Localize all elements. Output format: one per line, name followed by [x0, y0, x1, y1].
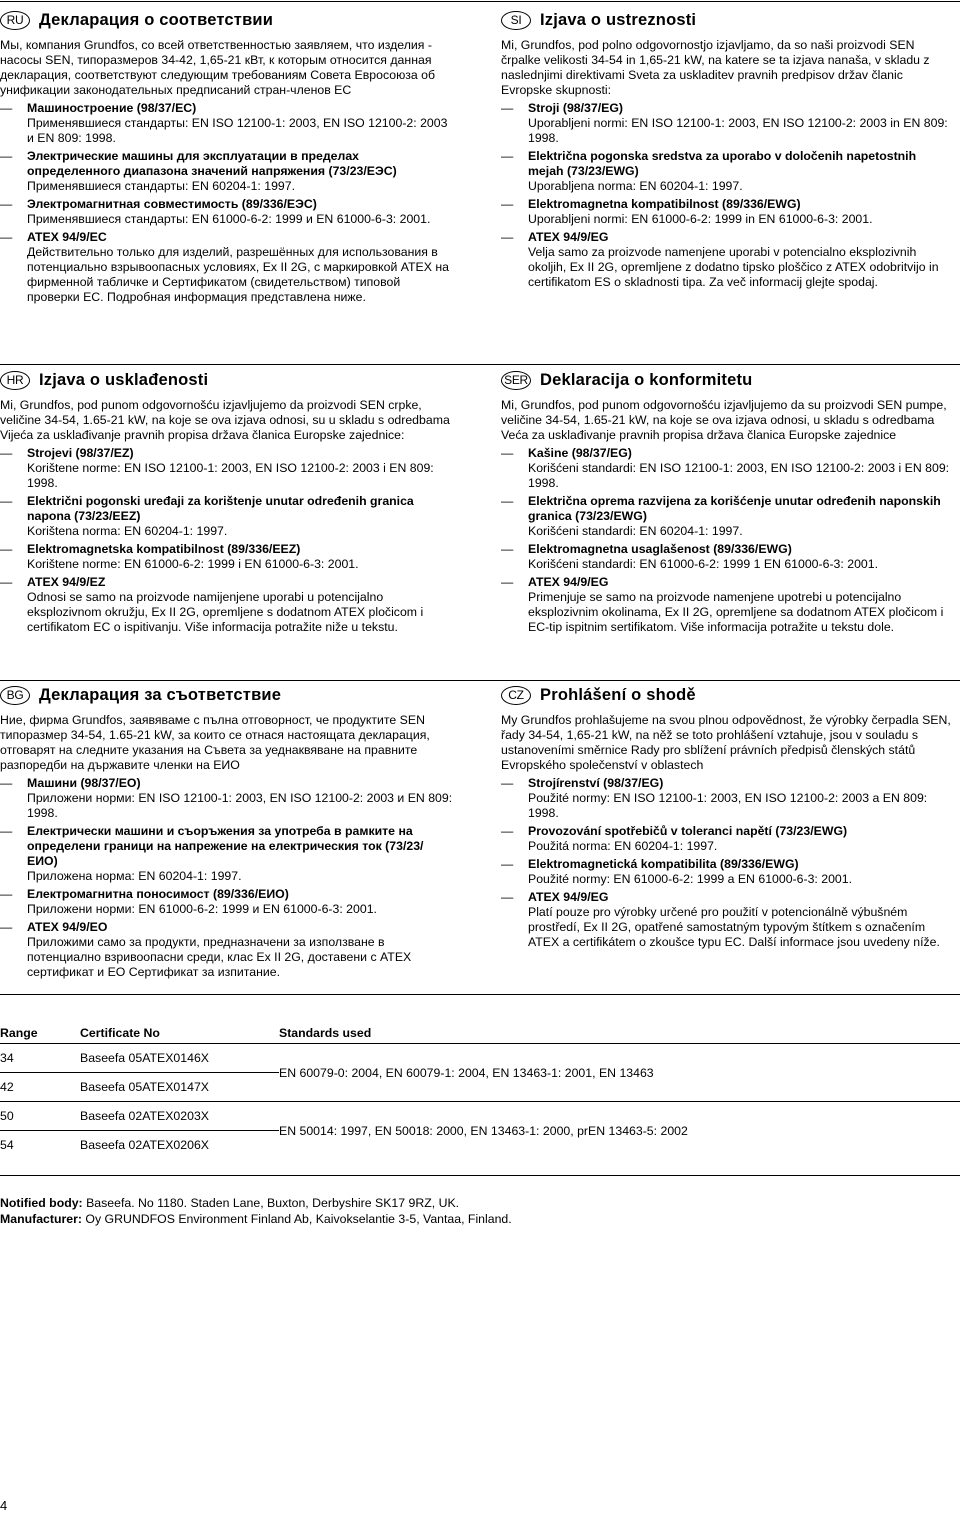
manufacturer-text: Oy GRUNDFOS Environment Finland Ab, Kaivokselantie 3-5, Vantaa, Finland. — [85, 1212, 512, 1226]
page-number: 4 — [0, 1498, 8, 1513]
notified-body-label: Notified body: — [0, 1196, 83, 1210]
certificate-cell: Baseefa 05ATEX0146X — [80, 1051, 209, 1065]
table-header-row — [0, 1023, 960, 1044]
section-intro-hr: Mi, Grundfos, pod punom odgovornošću izjavljujemo da proizvodi SEN crpke, veličine 34-54, 1.65-21 kW, na koje se ova izjava odnosi, su u skladu s odredbama Vijeća za usklađivanje pravnih propisa država članica Europske zajednice: — [0, 398, 450, 442]
table-bottom-rule — [0, 1175, 960, 1176]
language-badge-bg: BG — [0, 686, 30, 705]
table-row — [0, 1044, 960, 1073]
section-ru — [0, 10, 454, 305]
directive-item: — Električna oprema razvijena za korišćenje unutar određenih naponskih granica (73/23/EWG) Korišćeni standardi: EN 60204-1: 1997. — [501, 494, 941, 538]
manufacturer-label: Manufacturer: — [0, 1212, 82, 1226]
header-standards: Standards used — [279, 1023, 960, 1044]
directive-item: — Električni pogonski uređaji za korištenje unutar određenih granica napona (73/23/EEZ) Korištena norma: EN 60204-1: 1997. — [0, 494, 414, 538]
directive-item: — Электромагнитная совместимость (89/336/ЕЭС) Применявшиеся стандарты: EN 61000-6-2: 1999 и EN 61000-6-3: 2001. — [0, 197, 431, 226]
header-certificate: Certificate No — [80, 1023, 279, 1044]
section-hr — [0, 370, 454, 635]
directive-item: — Elektromagnetna usaglašenost (89/336/EWG) Korišćeni standardi: EN 61000-6-2: 1999 1 EN 61000-6-3: 2001. — [501, 542, 878, 571]
language-badge-si: SI — [501, 11, 531, 30]
certificate-cell: Baseefa 02ATEX0206X — [80, 1138, 209, 1152]
directive-item: — Электрические машины для эксплуатации в пределах определенного диапазона значений напряжения (73/23/ЕЭС) Применявшиеся стандарты: EN 60204-1: 1997. — [0, 149, 397, 193]
directive-item: — ATEX 94/9/ЕО Приложими само за продукти, предназначени за използване в потенциално взривоопасни среди, клас Ex II 2G, доставени с ATEX сертификат и ЕО Сертификат за изпитание. — [0, 920, 412, 979]
standards-cell: EN 50014: 1997, EN 50018: 2000, EN 13463-1: 2000, prEN 13463-5: 2002 — [279, 1123, 688, 1138]
range-cell: 34 — [0, 1051, 14, 1065]
certificate-cell: Baseefa 05ATEX0147X — [80, 1080, 209, 1094]
directive-item: — Provozování spotřebičů v toleranci napětí (73/23/EWG) Použitá norma: EN 60204-1: 1997. — [501, 824, 848, 853]
range-cell: 42 — [0, 1080, 14, 1094]
directive-item: — Електрически машини и съоръжения за употреба в рамките на определени граници на напрежение на електрическия ток (73/23/ЕИО) Приложена норма: EN 60204-1: 1997. — [0, 824, 424, 883]
section-title-si: Izjava o ustreznosti — [540, 10, 697, 29]
certificate-cell: Baseefa 02ATEX0203X — [80, 1109, 209, 1123]
range-cell: 50 — [0, 1109, 14, 1123]
section-title-bg: Декларация за съответствие — [39, 685, 282, 704]
directive-item: — ATEX 94/9/EG Primenjuje se samo na proizvode namenjene upotrebi u potencijalno eksplozivnim okolinama, Ex II 2G, opremljene sa dodatnom ATEX pločicom i EC-tip ispitnim sertifikatom. Više informacija potražite u tekstu dole. — [501, 575, 944, 634]
language-badge-ru: RU — [0, 11, 30, 30]
range-cell: 54 — [0, 1138, 14, 1152]
table-top-rule — [0, 994, 960, 995]
certificates-table — [0, 1023, 960, 1159]
notified-body-text: Baseefa. No 1180. Staden Lane, Buxton, Derbyshire SK17 9RZ, UK. — [86, 1196, 460, 1210]
directive-item: — Stroji (98/37/EG) Uporabljeni normi: EN ISO 12100-1: 2003, EN ISO 12100-2: 2003 in EN 809: 1998. — [501, 101, 948, 145]
directive-item: — Strojírenství (98/37/EG) Použité normy: EN ISO 12100-1: 2003, EN ISO 12100-2: 2003 a EN 809: 1998. — [501, 776, 928, 820]
header-range: Range — [0, 1023, 80, 1044]
section-si — [501, 10, 955, 290]
section-intro-cz: My Grundfos prohlašujeme na svou plnou odpovědnost, že výrobky čerpadla SEN, řady 34-54, 1,65-21 kW, na něž se toto prohlášení vztahuje, jsou v souladu s ustanoveními směrnice Rady pro sblížení právních předpisů členských států Evropského společenství v oblastech — [501, 713, 951, 772]
manufacturer-line — [0, 1211, 512, 1227]
directive-item: — Електромагнитна поносимост (89/336/ЕИО) Приложени норми: EN 61000-6-2: 1999 и EN 61000-6-3: 2001. — [0, 887, 377, 916]
section-intro-ru: Мы, компания Grundfos, со всей ответственностью заявляем, что изделия - насосы SEN, типоразмеров 34-42, 1,65-21 кВт, к которым относится данная декларация, соответствуют следующим требованиям Совета Евросоюза об унификации законодательных предписаний стран-членов ЕС — [0, 38, 436, 97]
notified-body-line — [0, 1195, 512, 1211]
section-ser — [501, 370, 955, 635]
directive-item: — Elektromagnetska kompatibilnost (89/336/EEZ) Korištene norme: EN 61000-6-2: 1999 i EN 61000-6-3: 2001. — [0, 542, 359, 571]
section-intro-si: Mi, Grundfos, pod polno odgovornostjo izjavljamo, da so naši proizvodi SEN črpalke velikosti 34-54 in 1,65-21 kW, na katere se ta izjava nanaša, v skladu z naslednjimi direktivami Sveta za uskladitev pravnih predpisov držav članic Evropske skupnosti: — [501, 38, 930, 97]
section-intro-bg: Ние, фирма Grundfos, заявяваме с пълна отговорност, че продуктите SEN типоразмер 34-54, 1.65-21 kW, за които се отнася настоящата декларация, отговарят на следните указания на Съвета за уеднаквяване на правните разпоредби на държавите членки на ЕИО — [0, 713, 430, 772]
language-badge-cz: CZ — [501, 686, 531, 705]
table-row — [0, 1102, 960, 1131]
directive-item: — Машини (98/37/ЕО) Приложени норми: EN ISO 12100-1: 2003, EN ISO 12100-2: 2003 и EN 809: 1998. — [0, 776, 453, 820]
directive-item: — Elektromagnetická kompatibilita (89/336/EWG) Použité normy: EN 61000-6-2: 1999 a EN 61000-6-3: 2001. — [501, 857, 853, 886]
language-badge-ser: SER — [501, 371, 531, 390]
section-title-cz: Prohlášení o shodě — [540, 685, 696, 704]
section-title-hr: Izjava o usklađenosti — [39, 370, 209, 389]
directive-item: — Strojevi (98/37/EZ) Korištene norme: EN ISO 12100-1: 2003, EN ISO 12100-2: 2003 i EN 809: 1998. — [0, 446, 434, 490]
top-rule — [0, 1, 960, 2]
standards-cell: EN 60079-0: 2004, EN 60079-1: 2004, EN 13463-1: 2001, EN 13463 — [279, 1044, 960, 1102]
footer — [0, 1195, 512, 1227]
directive-item: — Električna pogonska sredstva za uporabo v določenih napetostnih mejah (73/23/EWG) Uporabljena norma: EN 60204-1: 1997. — [501, 149, 917, 193]
section-cz — [501, 685, 955, 950]
directive-item: — ATEX 94/9/EC Действительно только для изделий, разрешённых для использования в потенциально взрывоопасных условиях, Ex II 2G, с маркировкой ATEX на фирменной табличке и Сертификатом (свидетельством) типовой проверки ЕС. Подробная информация представлена ниже. — [0, 230, 450, 304]
section-intro-ser: Mi, Grundfos, pod punom odgovornošću izjavljujemo da su proizvodi SEN pumpe, veličine 34-54, 1.65-21 kW, na koje se ova izjava odnosi, u skladu s odredbama Veća za usklađivanje pravnih propisa država članica Europske zajednice — [501, 398, 947, 442]
language-badge-hr: HR — [0, 371, 30, 390]
section-bg — [0, 685, 454, 980]
section-rule-1 — [0, 364, 960, 365]
directive-item: — Машиностроение (98/37/EC) Применявшиеся стандарты: EN ISO 12100-1: 2003, EN ISO 12100-2: 2003 и EN 809: 1998. — [0, 101, 448, 145]
directive-item: — ATEX 94/9/EG Velja samo za proizvode namenjene uporabi v potencialno eksplozivnih okoljih, Ex II 2G, opremljene z dodatno tipsko ploščico z ATEX odobritvijo in certifikatom ES o skladnosti tipa. Za več informacij glejte spodaj. — [501, 230, 939, 289]
section-title-ru: Декларация о соответствии — [39, 10, 274, 29]
directive-item: — ATEX 94/9/EZ Odnosi se samo na proizvode namijenjene uporabi u potencijalno eksplozivnom okružju, Ex II 2G, opremljene s dodatnom ATEX pločicom i certifikatom EC o ispitivanju. Više informacija potražite niže u tekstu. — [0, 575, 424, 634]
section-rule-2 — [0, 680, 960, 681]
section-title-ser: Deklaracija o konformitetu — [540, 370, 753, 389]
directive-item: — Elektromagnetna kompatibilnost (89/336/EWG) Uporabljeni normi: EN 61000-6-2: 1999 in EN 61000-6-3: 2001. — [501, 197, 873, 226]
directive-item: — ATEX 94/9/EG Platí pouze pro výrobky určené pro použití v potencionálně výbušném prostředí, Ex II 2G, opatřené samostatným typovým štítkem s označením ATEX a certifikátem o zkoušce typu EC. Další informace jsou uvedeny níže. — [501, 890, 940, 949]
directive-item: — Kašine (98/37/EG) Korišćeni standardi: EN ISO 12100-1: 2003, EN ISO 12100-2: 2003 i EN 809: 1998. — [501, 446, 950, 490]
